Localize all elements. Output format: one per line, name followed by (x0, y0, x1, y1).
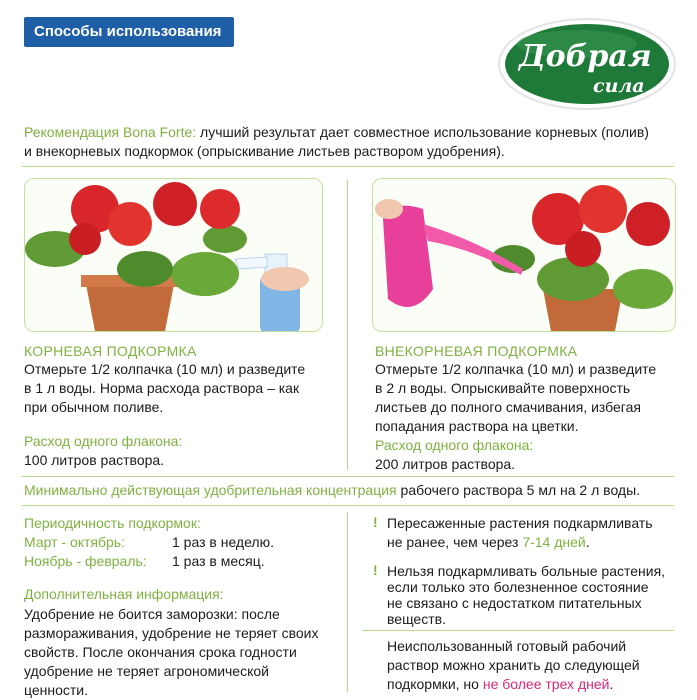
divider-vertical (347, 180, 348, 470)
root-line-2: в 1 л воды. Норма расхода раствора – как (24, 380, 300, 396)
root-feeding-title: КОРНЕВАЯ ПОДКОРМКА (24, 343, 197, 359)
extra-line-2: размораживания, удобрение не теряет своих (24, 625, 319, 641)
foliar-line-4: попадания раствора на цветки. (375, 418, 579, 434)
note2-line-2: если только это болезненное состояние (387, 579, 649, 595)
foliar-usage-value: 200 литров раствора. (375, 456, 516, 472)
logo-word-1: Добрая (519, 39, 652, 74)
geranium-spray-illustration (25, 179, 322, 331)
extra-line-3: свойств. После окончания срока годности (24, 644, 297, 660)
divider-top (22, 166, 674, 167)
geranium-watering-illustration (373, 179, 675, 331)
foliar-line-2: в 2 л воды. Опрыскивайте поверхность (375, 380, 631, 396)
root-line-3: при обычном поливе. (24, 399, 164, 415)
divider-mid-1 (22, 476, 674, 477)
recommendation-line-2: и внекорневых подкормок (опрыскивание листьев раствором удобрения). (24, 143, 505, 159)
root-usage-value: 100 литров раствора. (24, 452, 165, 468)
note3-line-3: подкормки, но не более трех дней. (387, 676, 614, 692)
foliar-line-1: Отмерьте 1/2 колпачка (10 мл) и разведите (375, 361, 657, 377)
divider-notes (362, 630, 674, 631)
foliar-usage-label: Расход одного флакона: (375, 437, 534, 453)
schedule-freq-2: 1 раз в месяц. (172, 553, 265, 569)
brand-logo (497, 16, 677, 111)
note1-line-2: не ранее, чем через 7-14 дней. (387, 534, 590, 550)
section-title-tag: Способы использования (24, 17, 234, 47)
schedule-title: Периодичность подкормок: (24, 515, 201, 531)
note1-mark: ! (373, 514, 378, 530)
schedule-freq-1: 1 раз в неделю. (172, 534, 274, 550)
root-line-1: Отмерьте 1/2 колпачка (10 мл) и разведите (24, 361, 306, 377)
root-feeding-photo (24, 178, 323, 332)
concentration-line: Минимально действующая удобрительная концентрация рабочего раствора 5 мл на 2 л воды. (24, 482, 641, 498)
extra-info-title: Дополнительная информация: (24, 586, 224, 602)
schedule-period-1: Март - октябрь: (24, 534, 125, 550)
divider-mid-2 (22, 505, 674, 506)
divider-vertical-bottom (347, 512, 348, 692)
root-usage-label: Расход одного флакона: (24, 433, 183, 449)
recommendation-line-1: Рекомендация Bona Forte: лучший результат дает совместное использование корневых (полив) (24, 124, 649, 140)
logo-word-2: сила (593, 75, 645, 97)
note2-line-1: Нельзя подкармливать больные растения, (387, 563, 666, 579)
note1-line-1: Пересаженные растения подкармливать (387, 515, 653, 531)
extra-line-4: удобрение не теряет агрономической (24, 663, 269, 679)
extra-line-5: ценности. (24, 682, 89, 698)
extra-line-1: Удобрение не боится заморозки: после (24, 606, 280, 622)
schedule-period-2: Ноябрь - февраль: (24, 553, 147, 569)
note2-line-3: не связано с недостатком питательных (387, 595, 642, 611)
note2-line-4: веществ. (387, 611, 446, 627)
note3-line-1: Неиспользованный готовый рабочий (387, 638, 627, 654)
note3-line-2: раствор можно хранить до следующей (387, 657, 640, 673)
note2-mark: ! (373, 562, 378, 578)
foliar-line-3: листьев до полного смачивания, избегая (375, 399, 641, 415)
foliar-feeding-title: ВНЕКОРНЕВАЯ ПОДКОРМКА (375, 343, 578, 359)
foliar-feeding-photo (372, 178, 676, 332)
